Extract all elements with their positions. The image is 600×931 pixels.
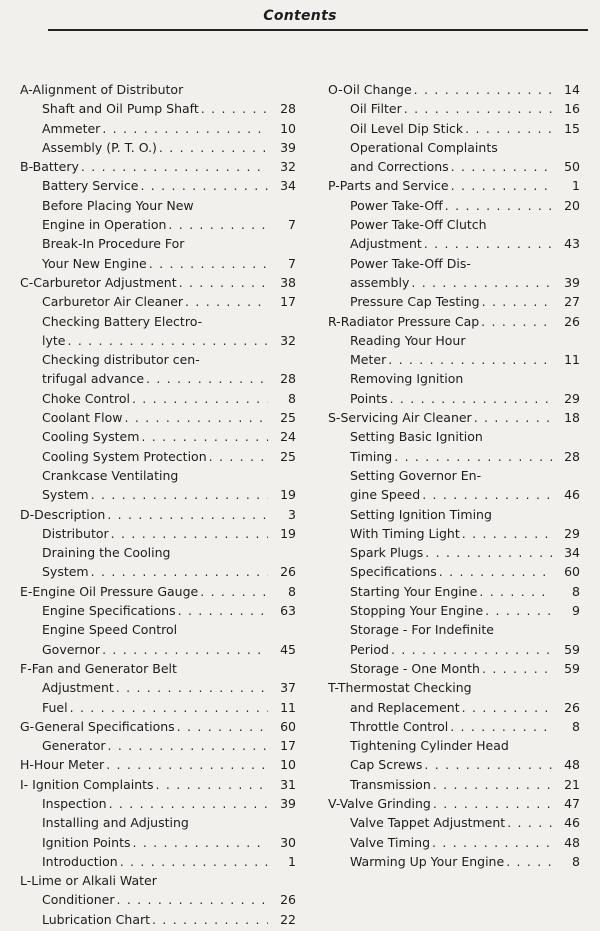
toc-page-number: 29 bbox=[564, 525, 580, 541]
toc-page-number: 11 bbox=[564, 352, 580, 368]
toc-entry-label: Ignition Points bbox=[42, 834, 131, 850]
toc-page-number: 60 bbox=[280, 718, 296, 734]
toc-page-number: 9 bbox=[572, 603, 580, 619]
dot-leader bbox=[482, 659, 552, 678]
toc-column-left bbox=[20, 80, 296, 929]
toc-page-number: 25 bbox=[280, 448, 296, 464]
toc-entry-label: Points bbox=[350, 390, 388, 406]
toc-entry bbox=[20, 659, 296, 698]
toc-entry bbox=[328, 99, 580, 118]
dot-leader bbox=[404, 99, 552, 118]
toc-entry-label: Operational Complaints bbox=[350, 139, 498, 155]
toc-page-number: 16 bbox=[564, 101, 580, 117]
dot-leader bbox=[159, 138, 268, 157]
toc-entry bbox=[328, 138, 580, 177]
dot-leader bbox=[388, 350, 552, 369]
toc-entry-label: gine Speed bbox=[350, 487, 421, 503]
page-title: Contents bbox=[263, 8, 337, 24]
dot-leader bbox=[209, 447, 268, 466]
toc-page-number: 3 bbox=[288, 506, 296, 522]
toc-entry-label: Break-In Procedure For bbox=[42, 236, 185, 252]
toc-entry-label: A-Alignment of Distributor bbox=[20, 82, 184, 97]
toc-entry-label: Pressure Cap Testing bbox=[350, 294, 480, 310]
dot-leader bbox=[70, 698, 268, 717]
toc-entry-label: F-Fan and Generator Belt bbox=[20, 660, 177, 676]
dot-leader bbox=[433, 794, 552, 813]
toc-page-number: 10 bbox=[280, 757, 296, 773]
toc-page-number: 32 bbox=[280, 332, 296, 348]
toc-entry-label: Checking distributor cen- bbox=[42, 352, 200, 368]
dot-leader bbox=[474, 408, 552, 427]
toc-entry bbox=[328, 620, 580, 659]
toc-page-number: 10 bbox=[280, 120, 296, 136]
toc-entry bbox=[328, 813, 580, 832]
toc-entry-label: Meter bbox=[350, 352, 387, 368]
dot-leader bbox=[200, 582, 268, 601]
toc-entry-label: Adjustment bbox=[42, 680, 114, 696]
toc-entry-label: P-Parts and Service bbox=[328, 178, 449, 194]
toc-entry-label: System bbox=[42, 487, 89, 503]
toc-page-number: 38 bbox=[280, 274, 296, 290]
toc-entry-label: Shaft and Oil Pump Shaft bbox=[42, 101, 199, 117]
toc-entry-label: Storage - For Indefinite bbox=[350, 622, 494, 638]
dot-leader bbox=[451, 157, 552, 176]
toc-entry-label: Governor bbox=[42, 641, 101, 657]
toc-entry bbox=[328, 736, 580, 775]
dot-leader bbox=[391, 640, 552, 659]
toc-entry-label: Valve Tappet Adjustment bbox=[350, 815, 506, 831]
toc-entry-label: lyte bbox=[42, 332, 66, 348]
toc-entry-label: Transmission bbox=[350, 776, 431, 792]
toc-entry-label: Setting Basic Ignition bbox=[350, 429, 483, 445]
toc-entry-label: Fuel bbox=[42, 699, 68, 715]
toc-entry bbox=[328, 292, 580, 311]
toc-page-number: 1 bbox=[572, 178, 580, 194]
toc-entry bbox=[328, 312, 580, 331]
toc-entry bbox=[328, 119, 580, 138]
toc-entry-label: Setting Ignition Timing bbox=[350, 506, 492, 522]
toc-page-number: 8 bbox=[572, 583, 580, 599]
toc-page-number: 59 bbox=[564, 660, 580, 676]
dot-leader bbox=[102, 640, 268, 659]
toc-entry bbox=[20, 736, 296, 755]
dot-leader bbox=[125, 408, 269, 427]
dot-leader bbox=[485, 601, 552, 620]
toc-entry bbox=[20, 312, 296, 351]
toc-entry-label: G-General Specifications bbox=[20, 718, 175, 734]
toc-page-number: 26 bbox=[564, 313, 580, 329]
toc-page-number: 26 bbox=[564, 699, 580, 715]
toc-entry-label: Distributor bbox=[42, 525, 109, 541]
dot-leader bbox=[177, 717, 268, 736]
toc-entry-label: L-Lime or Alkali Water bbox=[20, 873, 157, 889]
toc-entry bbox=[328, 852, 580, 871]
toc-page-number: 30 bbox=[280, 834, 296, 850]
toc-entry bbox=[20, 794, 296, 813]
toc-page-number: 28 bbox=[564, 448, 580, 464]
toc-entry-label: Engine Specifications bbox=[42, 603, 176, 619]
dot-leader bbox=[107, 736, 268, 755]
dot-leader bbox=[178, 601, 268, 620]
toc-entry bbox=[328, 196, 580, 215]
toc-entry bbox=[20, 755, 296, 774]
toc-entry-label: D-Description bbox=[20, 506, 106, 522]
toc-entry-label: Reading Your Hour bbox=[350, 332, 466, 348]
toc-page-number: 19 bbox=[280, 525, 296, 541]
toc-entry-label: O-Oil Change bbox=[328, 82, 412, 97]
toc-entry bbox=[20, 582, 296, 601]
toc-page-number: 1 bbox=[288, 853, 296, 869]
toc-entry-label: Lubrication Chart bbox=[42, 911, 151, 927]
toc-page-number: 29 bbox=[564, 390, 580, 406]
toc-entry bbox=[20, 505, 296, 524]
toc-entry bbox=[328, 543, 580, 562]
toc-entry-label: Stopping Your Engine bbox=[350, 603, 484, 619]
toc-page-number: 48 bbox=[564, 757, 580, 773]
toc-entry bbox=[328, 678, 580, 717]
toc-entry bbox=[20, 80, 296, 119]
toc-entry-label: Spark Plugs bbox=[350, 545, 424, 561]
toc-entry-label: Introduction bbox=[42, 853, 118, 869]
toc-entry-label: Ammeter bbox=[42, 120, 101, 136]
dot-leader bbox=[156, 775, 268, 794]
toc-entry-label: Power Take-Off Clutch bbox=[350, 217, 487, 233]
toc-entry-label: Draining the Cooling bbox=[42, 545, 171, 561]
toc-entry-label: Cap Screws bbox=[350, 757, 423, 773]
toc-entry-label: S-Servicing Air Cleaner bbox=[328, 410, 472, 426]
toc-entry bbox=[328, 659, 580, 678]
toc-entry-label: Throttle Control bbox=[350, 718, 449, 734]
toc-entry bbox=[328, 562, 580, 581]
toc-entry-label: trifugal advance bbox=[42, 371, 145, 387]
toc-entry bbox=[328, 176, 580, 195]
toc-entry-label: B-Battery bbox=[20, 159, 79, 175]
dot-leader bbox=[120, 852, 268, 871]
toc-entry bbox=[20, 350, 296, 389]
toc-page-number: 34 bbox=[280, 178, 296, 194]
toc-entry-label: Power Take-Off Dis- bbox=[350, 255, 471, 271]
dot-leader bbox=[433, 775, 552, 794]
toc-column-right bbox=[328, 80, 580, 871]
dot-leader bbox=[179, 273, 268, 292]
dot-leader bbox=[450, 717, 552, 736]
dot-leader bbox=[91, 562, 268, 581]
toc-entry-label: T-Thermostat Checking bbox=[328, 680, 472, 696]
dot-leader bbox=[102, 119, 268, 138]
dot-leader bbox=[106, 755, 268, 774]
toc-entry-label: and Replacement bbox=[350, 699, 460, 715]
toc-page-number: 17 bbox=[280, 738, 296, 754]
toc-page-number: 26 bbox=[280, 564, 296, 580]
toc-page-number: 19 bbox=[280, 487, 296, 503]
dot-leader bbox=[152, 910, 268, 929]
toc-entry bbox=[328, 331, 580, 370]
toc-entry-label: Specifications bbox=[350, 564, 437, 580]
dot-leader bbox=[425, 543, 552, 562]
toc-entry bbox=[20, 698, 296, 717]
dot-leader bbox=[451, 176, 552, 195]
toc-entry-label: Timing bbox=[350, 448, 393, 464]
toc-page-number: 8 bbox=[572, 718, 580, 734]
toc-entry-label: Installing and Adjusting bbox=[42, 815, 189, 831]
toc-page-number: 8 bbox=[572, 853, 580, 869]
toc-entry bbox=[20, 447, 296, 466]
dot-leader bbox=[422, 485, 552, 504]
toc-page-number: 46 bbox=[564, 815, 580, 831]
toc-entry bbox=[20, 852, 296, 871]
dot-leader bbox=[479, 582, 552, 601]
toc-entry bbox=[20, 273, 296, 292]
toc-entry bbox=[20, 543, 296, 582]
toc-entry bbox=[328, 408, 580, 427]
dot-leader bbox=[141, 427, 268, 446]
toc-entry bbox=[328, 582, 580, 601]
dot-leader bbox=[445, 196, 552, 215]
toc-entry-label: C-Carburetor Adjustment bbox=[20, 274, 177, 290]
toc-entry-label: Carburetor Air Cleaner bbox=[42, 294, 184, 310]
dot-leader bbox=[390, 389, 552, 408]
toc-entry bbox=[328, 80, 580, 99]
toc-entry-label: E-Engine Oil Pressure Gauge bbox=[20, 583, 199, 599]
dot-leader bbox=[91, 485, 268, 504]
toc-entry bbox=[20, 234, 296, 273]
toc-entry bbox=[20, 717, 296, 736]
toc-page-number: 31 bbox=[280, 776, 296, 792]
toc-page-number: 25 bbox=[280, 410, 296, 426]
toc-page-number: 63 bbox=[280, 603, 296, 619]
toc-entry bbox=[20, 601, 296, 620]
dot-leader bbox=[116, 678, 268, 697]
toc-entry-label: Crankcase Ventilating bbox=[42, 467, 179, 483]
toc-entry bbox=[328, 833, 580, 852]
toc-page-number: 22 bbox=[280, 911, 296, 927]
toc-entry-label: Checking Battery Electro- bbox=[42, 313, 203, 329]
toc-entry bbox=[20, 138, 296, 157]
toc-entry-label: Engine in Operation bbox=[42, 217, 167, 233]
toc-page-number: 7 bbox=[288, 255, 296, 271]
toc-page-number: 46 bbox=[564, 487, 580, 503]
toc-page-number: 18 bbox=[564, 410, 580, 426]
dot-leader bbox=[506, 852, 552, 871]
toc-entry-label: With Timing Light bbox=[350, 525, 460, 541]
toc-entry bbox=[328, 505, 580, 544]
toc-entry-label: Inspection bbox=[42, 795, 107, 811]
toc-entry bbox=[328, 254, 580, 293]
toc-entry bbox=[20, 157, 296, 176]
toc-page-number: 24 bbox=[280, 429, 296, 445]
toc-entry bbox=[20, 466, 296, 505]
dot-leader bbox=[116, 890, 268, 909]
toc-page-number: 20 bbox=[564, 197, 580, 213]
dot-leader bbox=[394, 447, 552, 466]
toc-entry-label: Conditioner bbox=[42, 892, 115, 908]
toc-page-number: 59 bbox=[564, 641, 580, 657]
toc-entry bbox=[20, 813, 296, 852]
toc-page-number: 45 bbox=[280, 641, 296, 657]
toc-entry bbox=[20, 427, 296, 446]
dot-leader bbox=[482, 292, 552, 311]
toc-entry-label: Tightening Cylinder Head bbox=[350, 738, 509, 754]
dot-leader bbox=[168, 215, 268, 234]
dot-leader bbox=[132, 389, 268, 408]
toc-page-number: 14 bbox=[564, 82, 580, 97]
dot-leader bbox=[462, 698, 552, 717]
toc-entry bbox=[20, 620, 296, 659]
toc-entry-label: Choke Control bbox=[42, 390, 130, 406]
toc-entry-label: Oil Filter bbox=[350, 101, 402, 117]
toc-page-number: 7 bbox=[288, 217, 296, 233]
toc-entry-label: R-Radiator Pressure Cap bbox=[328, 313, 480, 329]
toc-entry bbox=[328, 717, 580, 736]
toc-entry bbox=[328, 215, 580, 254]
toc-entry bbox=[328, 466, 580, 505]
dot-leader bbox=[201, 99, 268, 118]
dot-leader bbox=[411, 273, 552, 292]
toc-entry-label: Valve Timing bbox=[350, 834, 431, 850]
dot-leader bbox=[424, 234, 552, 253]
toc-page-number: 47 bbox=[564, 795, 580, 811]
toc-entry bbox=[20, 775, 296, 794]
toc-entry bbox=[20, 408, 296, 427]
toc-entry-label: Engine Speed Control bbox=[42, 622, 178, 638]
toc-entry-label: I- Ignition Complaints bbox=[20, 776, 154, 792]
dot-leader bbox=[109, 794, 268, 813]
toc-entry bbox=[328, 369, 580, 408]
title-rule bbox=[48, 29, 588, 31]
toc-page-number: 17 bbox=[280, 294, 296, 310]
dot-leader bbox=[439, 562, 552, 581]
toc-entry-label: Before Placing Your New bbox=[42, 197, 194, 213]
toc-entry-label: Cooling System Protection bbox=[42, 448, 207, 464]
toc-page-number: 39 bbox=[280, 795, 296, 811]
toc-entry-label: Power Take-Off bbox=[350, 197, 443, 213]
toc-entry-label: Cooling System bbox=[42, 429, 140, 445]
dot-leader bbox=[462, 524, 552, 543]
toc-entry bbox=[328, 794, 580, 813]
dot-leader bbox=[132, 833, 268, 852]
dot-leader bbox=[465, 119, 552, 138]
dot-leader bbox=[149, 254, 268, 273]
toc-entry-label: Oil Level Dip Stick bbox=[350, 120, 464, 136]
dot-leader bbox=[481, 312, 552, 331]
toc-entry-label: System bbox=[42, 564, 89, 580]
toc-page-number: 8 bbox=[288, 390, 296, 406]
toc-page-number: 28 bbox=[280, 371, 296, 387]
dot-leader bbox=[107, 505, 268, 524]
toc-entry-label: Coolant Flow bbox=[42, 410, 123, 426]
toc-page-number: 26 bbox=[280, 892, 296, 908]
toc-page-number: 32 bbox=[280, 159, 296, 175]
toc-entry-label: Period bbox=[350, 641, 389, 657]
toc-entry-label: Setting Governor En- bbox=[350, 467, 482, 483]
toc-entry-label: assembly bbox=[350, 274, 410, 290]
dot-leader bbox=[414, 80, 552, 99]
toc-entry-label: Assembly (P. T. O.) bbox=[42, 139, 157, 155]
toc-entry-label: H-Hour Meter bbox=[20, 757, 105, 773]
toc-entry-label: V-Valve Grinding bbox=[328, 795, 431, 811]
dot-leader bbox=[140, 176, 268, 195]
toc-entry-label: Starting Your Engine bbox=[350, 583, 478, 599]
dot-leader bbox=[185, 292, 268, 311]
toc-entry bbox=[20, 871, 296, 910]
toc-page-number: 39 bbox=[564, 274, 580, 290]
toc-page-number: 8 bbox=[288, 583, 296, 599]
toc-page-number: 28 bbox=[280, 101, 296, 117]
toc-entry-label: Your New Engine bbox=[42, 255, 147, 271]
toc-entry-label: Battery Service bbox=[42, 178, 139, 194]
toc-page-number: 50 bbox=[564, 159, 580, 175]
toc-page-number: 43 bbox=[564, 236, 580, 252]
toc-entry bbox=[328, 427, 580, 466]
dot-leader bbox=[424, 755, 552, 774]
dot-leader bbox=[432, 833, 552, 852]
toc-entry bbox=[20, 292, 296, 311]
toc-entry bbox=[20, 389, 296, 408]
toc-entry bbox=[328, 601, 580, 620]
toc-entry-label: Removing Ignition bbox=[350, 371, 464, 387]
toc-page-number: 27 bbox=[564, 294, 580, 310]
toc-entry bbox=[20, 176, 296, 195]
dot-leader bbox=[507, 813, 552, 832]
toc-page-number: 39 bbox=[280, 139, 296, 155]
toc-entry bbox=[20, 196, 296, 235]
dot-leader bbox=[146, 369, 268, 388]
toc-page-number: 15 bbox=[564, 120, 580, 136]
toc-entry-label: Generator bbox=[42, 738, 106, 754]
toc-page-number: 60 bbox=[564, 564, 580, 580]
toc-page-number: 11 bbox=[280, 699, 296, 715]
dot-leader bbox=[67, 331, 268, 350]
toc-entry bbox=[20, 119, 296, 138]
toc-entry-label: and Corrections bbox=[350, 159, 449, 175]
toc-entry-label: Storage - One Month bbox=[350, 660, 480, 676]
toc-entry bbox=[20, 524, 296, 543]
toc-entry-label: Adjustment bbox=[350, 236, 422, 252]
toc-entry bbox=[328, 775, 580, 794]
toc-page-number: 21 bbox=[564, 776, 580, 792]
toc-page-number: 37 bbox=[280, 680, 296, 696]
toc-entry-label: Warming Up Your Engine bbox=[350, 853, 505, 869]
dot-leader bbox=[81, 157, 268, 176]
toc-entry bbox=[20, 910, 296, 929]
toc-page-number: 34 bbox=[564, 545, 580, 561]
dot-leader bbox=[111, 524, 268, 543]
toc-page-number: 48 bbox=[564, 834, 580, 850]
